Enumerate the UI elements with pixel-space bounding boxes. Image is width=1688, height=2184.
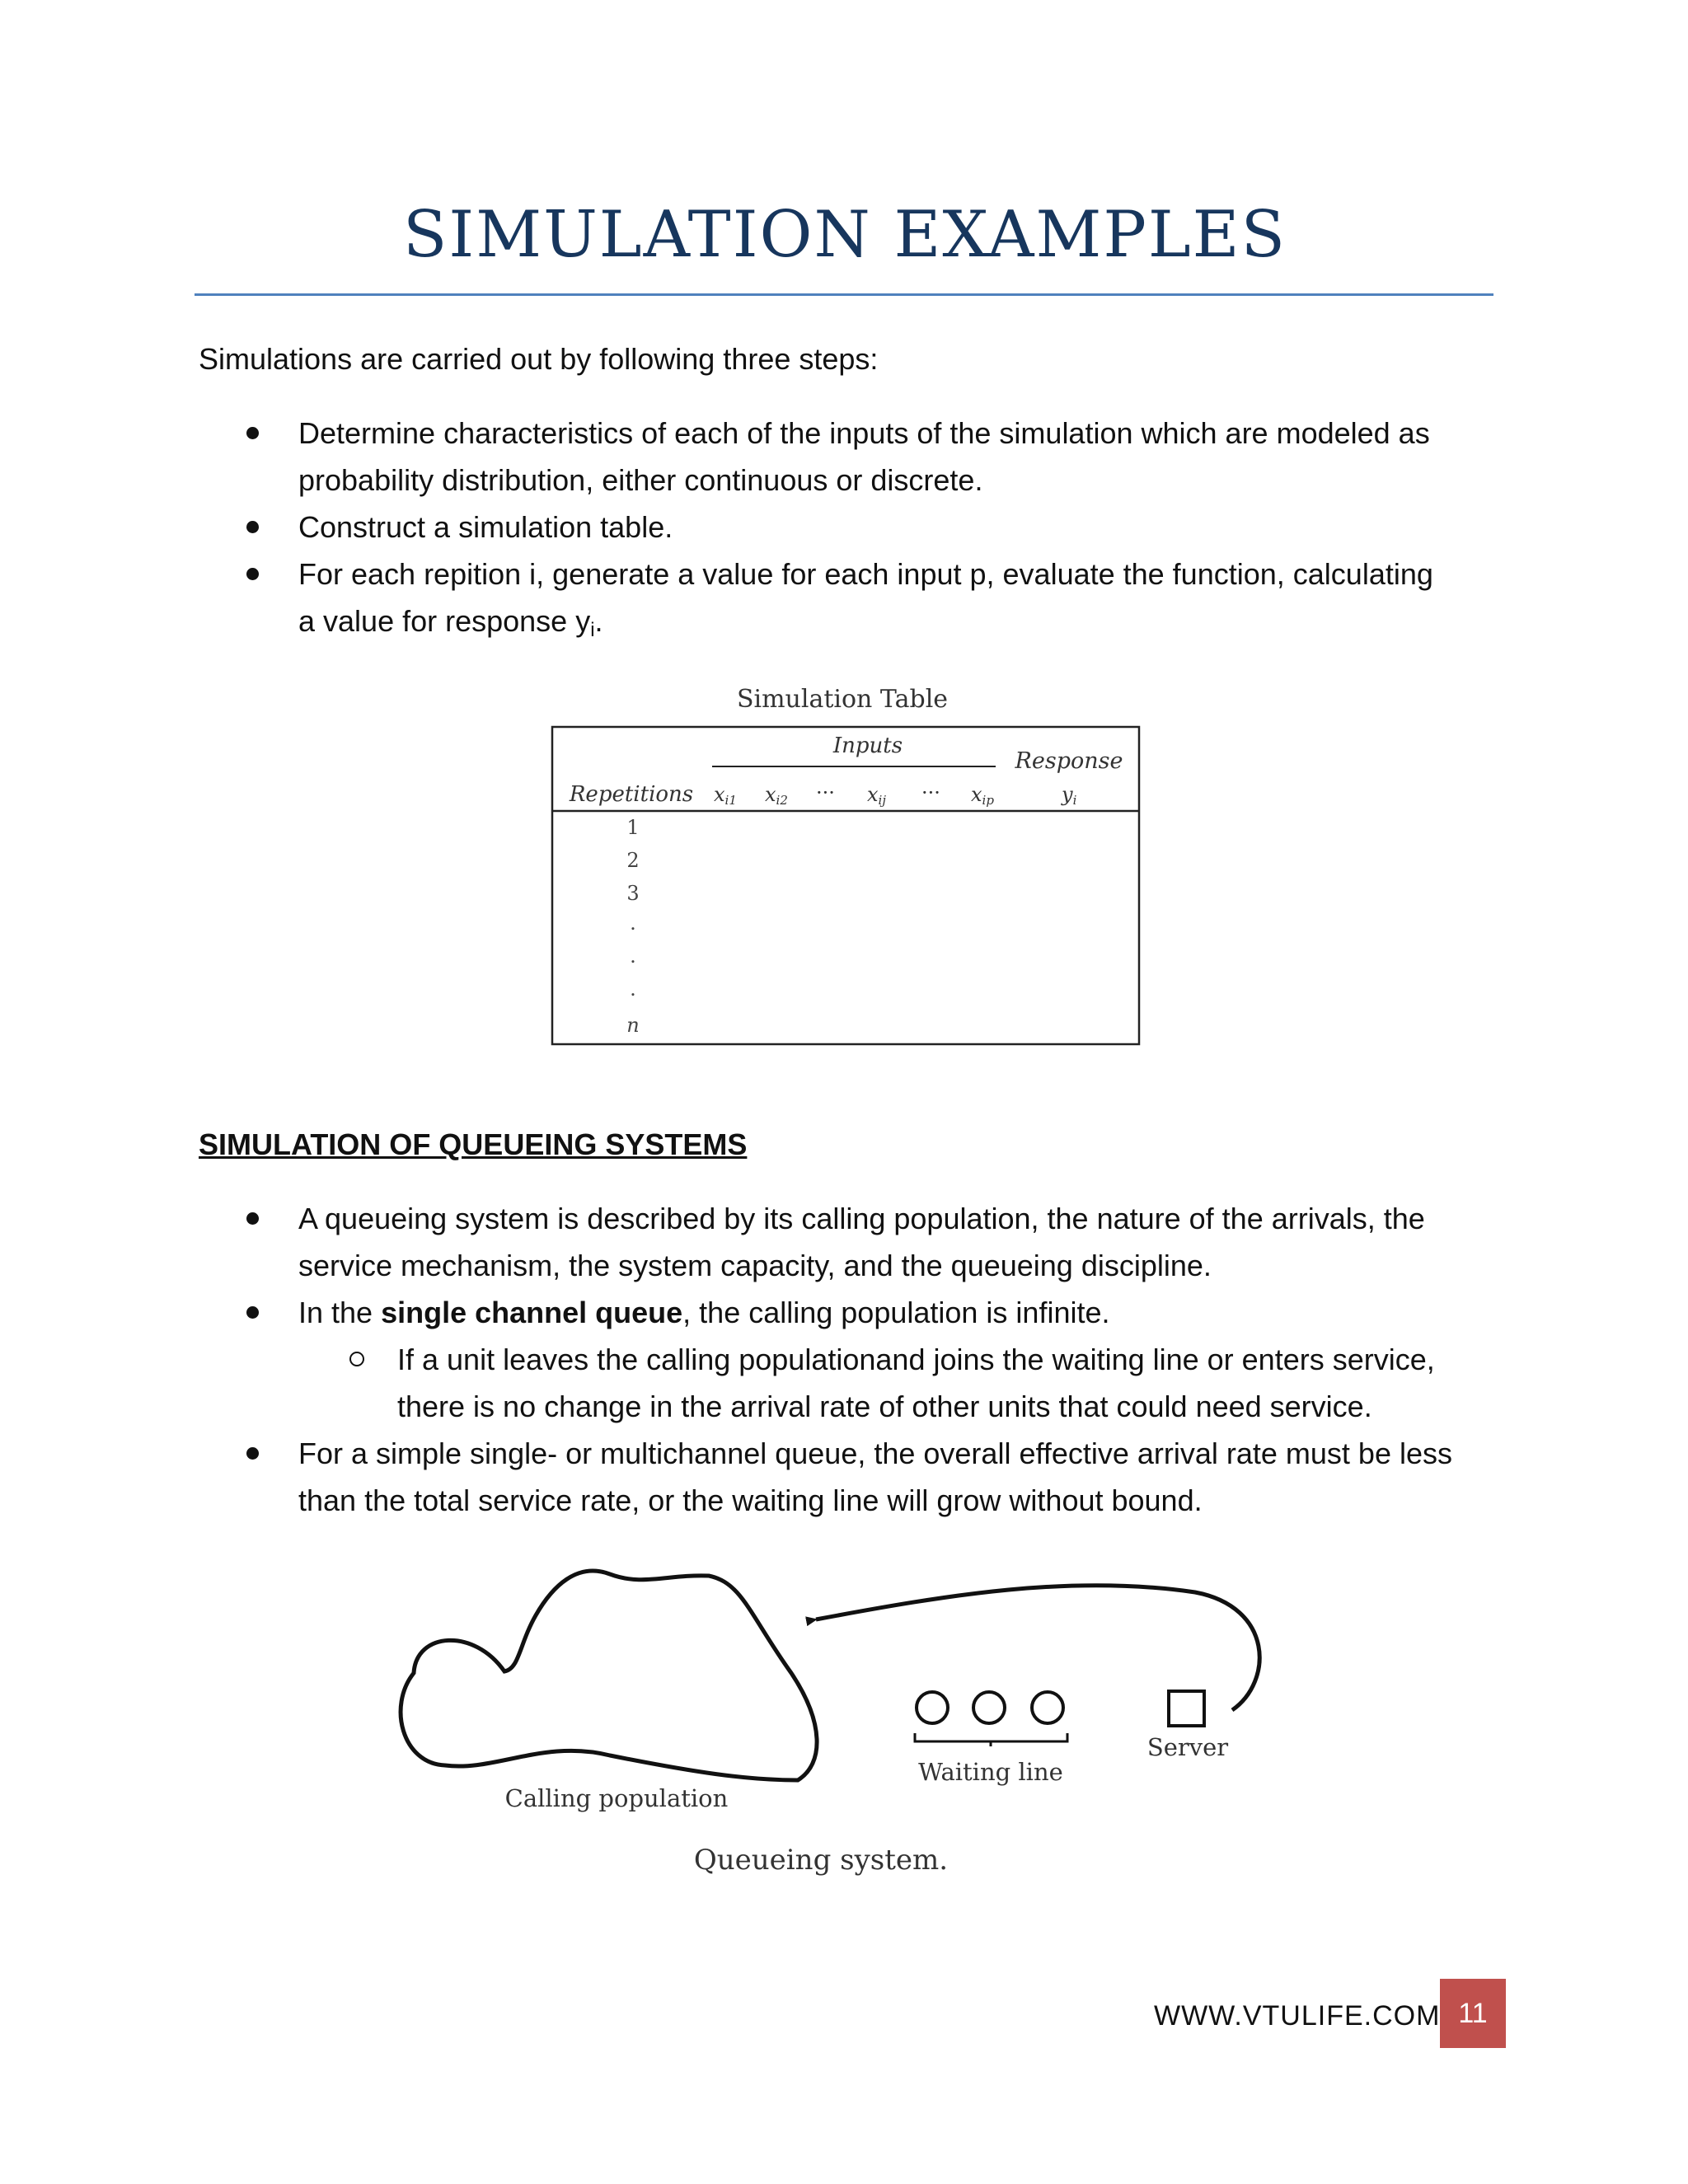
input-header: xip xyxy=(971,783,994,808)
list-item-line: Determine characteristics of each of the inputs of the simulation which are modeled as xyxy=(298,416,1430,450)
page-title: SIMULATION EXAMPLES xyxy=(402,198,1287,272)
table-row-label: n xyxy=(626,1014,640,1037)
list-item-line: If a unit leaves the calling populationand joins the waiting line or enters service, xyxy=(397,1343,1435,1376)
list-item-text: In the xyxy=(298,1296,382,1329)
waiting-line-brace xyxy=(915,1733,1067,1746)
calling-population-label: Calling population xyxy=(504,1784,729,1812)
list-item-text: , the calling population is infinite. xyxy=(682,1296,1110,1329)
table-row-label: 3 xyxy=(626,882,640,905)
table-row-label: . xyxy=(630,977,636,1001)
response-label: Response xyxy=(1015,748,1123,774)
waiting-unit-circle xyxy=(917,1692,948,1723)
footer-url: WWW.VTULIFE.COM xyxy=(1154,2000,1441,2032)
diagram-caption: Queueing system. xyxy=(693,1844,949,1877)
page-number: 11 xyxy=(1440,1979,1506,2048)
list-item-line: For a simple single- or multichannel queue, the overall effective arrival rate must be less xyxy=(298,1436,1452,1470)
list-item-text: . xyxy=(594,604,603,638)
list-item-line: than the total service rate, or the waiting line will grow without bound. xyxy=(298,1483,1203,1517)
table-row-label: . xyxy=(630,912,636,935)
inputs-label: Inputs xyxy=(832,733,903,758)
list-item-text: a value for response y xyxy=(298,604,591,638)
input-header: xi2 xyxy=(765,783,788,808)
response-header: yi xyxy=(1062,783,1077,808)
waiting-unit-circle xyxy=(1032,1692,1063,1723)
table-row-label: 1 xyxy=(626,816,640,839)
table-row-label: 2 xyxy=(626,849,640,872)
section-heading: SIMULATION OF QUEUEING SYSTEMS xyxy=(199,1127,748,1161)
input-ellipsis: ··· xyxy=(816,781,835,804)
table-caption: Simulation Table xyxy=(736,685,949,714)
intro-paragraph: Simulations are carried out by following three steps: xyxy=(199,342,879,376)
input-header: xij xyxy=(867,783,886,808)
list-item-line: Construct a simulation table. xyxy=(298,510,673,544)
waiting-line-label: Waiting line xyxy=(918,1758,1063,1786)
table-row-label: . xyxy=(630,944,636,968)
waiting-unit-circle xyxy=(973,1692,1005,1723)
list-item-line: probability distribution, either continuous or discrete. xyxy=(298,463,983,497)
list-item-line: there is no change in the arrival rate of other units that could need service. xyxy=(397,1390,1372,1423)
list-item-line: service mechanism, the system capacity, and the queueing discipline. xyxy=(298,1249,1212,1282)
calling-population-cloud xyxy=(401,1571,817,1780)
subscript: i xyxy=(590,619,595,641)
bold-term: single channel queue xyxy=(381,1296,683,1329)
list-item-line: For each repition i, generate a value for each input p, evaluate the function, calculating xyxy=(298,557,1433,591)
server-box xyxy=(1169,1691,1204,1726)
repetitions-label: Repetitions xyxy=(569,782,694,807)
input-ellipsis: ··· xyxy=(921,781,940,804)
server-label: Server xyxy=(1146,1733,1229,1761)
list-item-line: A queueing system is described by its calling population, the nature of the arrivals, the xyxy=(298,1202,1425,1235)
input-header: xi1 xyxy=(714,783,737,808)
